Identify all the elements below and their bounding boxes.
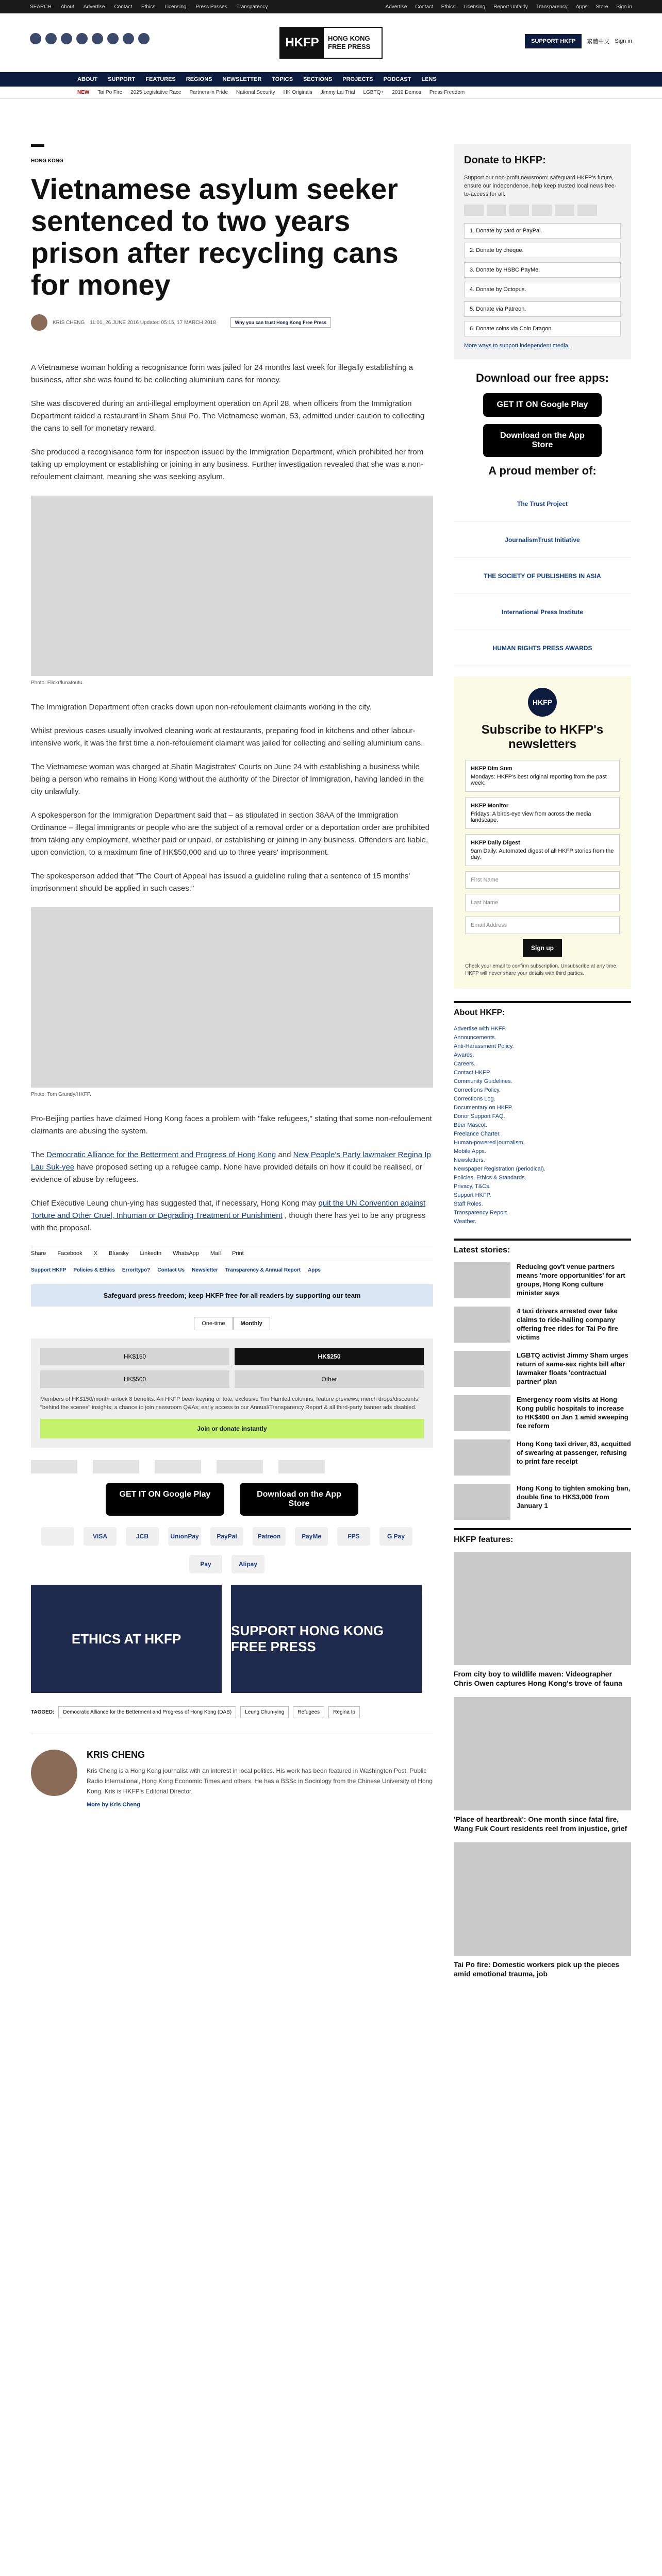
payment-label[interactable]: FPS: [337, 1527, 370, 1546]
topbar-r-advertise[interactable]: Advertise: [385, 4, 407, 10]
share-bar: [31, 1246, 433, 1261]
header-signin-link[interactable]: Sign in: [615, 38, 632, 44]
trending-item[interactable]: Partners in Pride: [189, 90, 228, 95]
signup-button[interactable]: Sign up: [523, 939, 562, 957]
donate-option[interactable]: 6. Donate coins via Coin Dragon.: [464, 321, 621, 336]
facebook-icon[interactable]: [30, 33, 41, 44]
amount-option[interactable]: Other: [235, 1370, 424, 1388]
dab-link[interactable]: Democratic Alliance for the Betterment and Progress of Hong Kong: [46, 1150, 276, 1159]
card-icon: [464, 205, 484, 216]
nav-features[interactable]: FEATURES: [145, 76, 176, 82]
card-icon: [509, 205, 529, 216]
topbar-contact[interactable]: Contact: [114, 4, 132, 10]
donate-option[interactable]: 2. Donate by cheque.: [464, 243, 621, 258]
trending-item[interactable]: 2019 Demos: [392, 90, 421, 95]
donate-option[interactable]: 1. Donate by card or PayPal.: [464, 223, 621, 239]
apps-title: Download our free apps:: [476, 371, 609, 384]
title-rule: [31, 144, 44, 147]
payment-label[interactable]: JCB: [126, 1527, 159, 1546]
story-thumb: [454, 1307, 510, 1343]
support-hkfp-button[interactable]: SUPPORT HKFP: [525, 34, 582, 48]
about-link[interactable]: Staff Roles.: [454, 1201, 483, 1207]
about-link[interactable]: Mobile Apps.: [454, 1148, 486, 1155]
share-bluesky[interactable]: Bluesky: [109, 1250, 129, 1257]
member-logo[interactable]: JournalismTrust Initiative: [454, 522, 631, 558]
donate-option[interactable]: 3. Donate by HSBC PayMe.: [464, 262, 621, 278]
paragraph: [31, 1149, 433, 1186]
text: The: [31, 1150, 44, 1159]
about-link[interactable]: Corrections Policy.: [454, 1087, 501, 1093]
member-logos-row: [31, 1460, 433, 1473]
article-kicker[interactable]: HONG KONG: [31, 158, 63, 164]
byline-dates: 11:01, 26 JUNE 2016 Updated 05:15, 17 MARCH 2018: [90, 319, 216, 326]
about-link[interactable]: Beer Mascot.: [454, 1122, 487, 1128]
nav-topics[interactable]: TOPICS: [272, 76, 293, 82]
newsletter-desc: Mondays: HKFP's best original reporting from the past week.: [471, 774, 607, 786]
about-link[interactable]: Policies, Ethics & Standards.: [454, 1175, 526, 1181]
trending-item[interactable]: Tai Po Fire: [97, 90, 123, 95]
about-link[interactable]: Transparency Report.: [454, 1210, 508, 1216]
video-row: [31, 1585, 433, 1693]
sidebar-app-store[interactable]: Download on the App Store: [483, 424, 602, 457]
author-info: [87, 1750, 433, 1808]
card-icon: [532, 205, 552, 216]
features-title: HKFP features:: [454, 1528, 631, 1545]
donate-widget: [454, 144, 631, 359]
about-link[interactable]: Contact HKFP.: [454, 1070, 491, 1076]
tab-monthly[interactable]: Monthly: [233, 1317, 270, 1330]
newsletter-desc: Fridays: A birds-eye view from across the media landscape.: [471, 811, 591, 823]
share-mail[interactable]: Mail: [210, 1250, 221, 1257]
policy-link[interactable]: Support HKFP: [31, 1267, 67, 1273]
text: Chief Executive Leung chun-ying has suggested that, if necessary, Hong Kong may: [31, 1199, 317, 1208]
tag[interactable]: Leung Chun-ying: [240, 1706, 289, 1718]
share-print[interactable]: Print: [232, 1250, 244, 1257]
jti-logo: [93, 1460, 139, 1473]
about-link[interactable]: Weather.: [454, 1218, 476, 1225]
story-item[interactable]: [454, 1351, 631, 1387]
feature-title[interactable]: 'Place of heartbreak': One month since fatal fire, Wang Fuk Court residents reel from injustice, grief: [454, 1815, 627, 1833]
trending-bar: [0, 87, 662, 99]
trending-item[interactable]: LGBTQ+: [363, 90, 384, 95]
story-item[interactable]: [454, 1307, 631, 1343]
un-convention-link[interactable]: quit the UN Convention against Torture and Other Cruel, Inhuman or Degrading Treatment or Punishment: [31, 1199, 426, 1220]
about-link[interactable]: Announcements.: [454, 1035, 496, 1041]
nav-newsletter[interactable]: NEWSLETTER: [222, 76, 262, 82]
app-store-badge[interactable]: Download on the App Store: [240, 1483, 358, 1516]
more-ways-link[interactable]: More ways to support independent media.: [464, 343, 570, 349]
story-title[interactable]: Emergency room visits at Hong Kong public hospitals to increase to HK$400 on Jan 1 amid sweeping fee reform: [517, 1396, 628, 1430]
topbar-r-contact[interactable]: Contact: [415, 4, 433, 10]
topbar-r-transparency[interactable]: Transparency: [536, 4, 568, 10]
member-title: A proud member of:: [488, 464, 597, 477]
topbar-r-licensing[interactable]: Licensing: [463, 4, 486, 10]
topbar-advertise[interactable]: Advertise: [83, 4, 105, 10]
sopa-logo: [155, 1460, 201, 1473]
newsletter-title: Subscribe to HKFP's newsletters: [481, 723, 604, 751]
paragraph: A Vietnamese woman holding a recognisance form was jailed for 24 months last week for illegally establishing a business, after she was found to be collecting aluminium cans for money.: [31, 363, 413, 384]
story-thumb: [454, 1439, 510, 1476]
newsletter-name: HKFP Monitor: [471, 803, 509, 809]
hrpa-logo: [278, 1460, 325, 1473]
trending-item[interactable]: Jimmy Lai Trial: [320, 90, 355, 95]
nav-regions[interactable]: REGIONS: [186, 76, 212, 82]
newsletter-fineprint: Check your email to confirm subscription. Unsubscribe at any time. HKFP will never share your details with third parties.: [465, 963, 618, 976]
article-body: [31, 362, 433, 1234]
paragraph: The Vietnamese woman was charged at Shatin Magistrates' Courts on June 24 with establishing a business while being a person who remains in Hong Kong without the authority of the Director of Immigration, having landed in the city unlawfully.: [31, 762, 424, 796]
feature-title[interactable]: Tai Po fire: Domestic workers pick up the pieces amid emotional trauma, job: [454, 1960, 620, 1978]
hkfp-logo[interactable]: [279, 27, 383, 59]
payment-card-icons: [464, 205, 621, 216]
about-link[interactable]: Privacy, T&Cs.: [454, 1183, 491, 1190]
nav-podcast[interactable]: PODCAST: [383, 76, 411, 82]
member-logo[interactable]: HUMAN RIGHTS PRESS AWARDS: [454, 630, 631, 666]
story-thumb: [454, 1484, 510, 1520]
topbar-r-signin[interactable]: Sign in: [616, 4, 632, 10]
newsletter-option[interactable]: [465, 760, 620, 792]
newsletter-name: HKFP Dim Sum: [471, 766, 512, 772]
top-utility-bar: [0, 0, 662, 13]
telegram-icon[interactable]: [92, 33, 103, 44]
story-thumb: [454, 1395, 510, 1431]
share-x[interactable]: X: [93, 1250, 98, 1257]
text: , though there has yet to be any progress with the proposal.: [31, 1211, 426, 1232]
nav-projects[interactable]: PROJECTS: [342, 76, 373, 82]
policy-links: [31, 1267, 433, 1273]
about-link[interactable]: Careers.: [454, 1061, 476, 1067]
header-actions: [525, 34, 632, 48]
regina-ip-link[interactable]: New People's Party lawmaker Regina Ip Lau Suk-yee: [31, 1150, 431, 1172]
amount-options: [40, 1348, 424, 1388]
first-name-input[interactable]: First Name: [465, 871, 620, 889]
photo-caption: Photo: Tom Grundy/HKFP.: [31, 1092, 91, 1097]
article-column: [31, 144, 433, 1808]
logo-text: [324, 28, 374, 58]
sidebar-google-play[interactable]: GET IT ON Google Play: [483, 393, 602, 417]
tag[interactable]: Regina Ip: [328, 1706, 360, 1718]
amount-option[interactable]: HK$500: [40, 1370, 229, 1388]
photo-caption: Photo: Flickr/lunatoutu.: [31, 680, 84, 686]
article-photo: [31, 907, 433, 1088]
more-by-author-link[interactable]: More by Kris Cheng: [87, 1802, 140, 1808]
frequency-tabs: [31, 1317, 433, 1330]
payment-label[interactable]: UnionPay: [168, 1527, 201, 1546]
main-nav: [0, 72, 662, 87]
byline-author[interactable]: KRIS CHENG: [53, 319, 85, 326]
language-link[interactable]: 繁體中文: [587, 39, 610, 45]
policy-link[interactable]: Newsletter: [192, 1267, 218, 1273]
email-input[interactable]: Email Address: [465, 917, 620, 934]
trust-link[interactable]: Why you can trust Hong Kong Free Press: [230, 317, 332, 328]
newsletter-widget: [454, 676, 631, 989]
donate-intro[interactable]: Support our non-profit newsroom: safeguard HKFP's future, ensure our independence, help keep trusted local news free-to-access for all.: [464, 175, 617, 197]
text: have proposed setting up a refugee camp. None have provided details on how it could be realised, or evidence of abuse by refugees.: [31, 1163, 422, 1184]
byline: [31, 314, 433, 331]
author-bio: Kris Cheng is a Hong Kong journalist with an interest in local politics. His work has been featured in Washington Post, Public Radio International, Hong Kong Economic Times and others. He has a BSSc in Sociology from the Chinese University of Hong Kong. Kris is HKFP's Editorial Director.: [87, 1767, 433, 1795]
email-icon[interactable]: [123, 33, 134, 44]
article-title: Vietnamese asylum seeker sentenced to two years prison after recycling cans for money: [31, 173, 399, 301]
paragraph: Whilst previous cases usually involved cleaning work at restaurants, preparing food in kitchens and other labour-intensive work, it was the first time a non-refoulement claimant was jailed for collecting and selling aluminium cans.: [31, 726, 423, 748]
payment-label[interactable]: PayMe: [295, 1527, 328, 1546]
feature-image[interactable]: [454, 1697, 631, 1810]
about-link[interactable]: Newsletters.: [454, 1157, 485, 1163]
logo-mark: HKFP: [280, 28, 324, 58]
share-facebook[interactable]: Facebook: [57, 1250, 82, 1257]
about-link[interactable]: Newspaper Registration (periodical).: [454, 1166, 545, 1172]
hkfp-badge: HKFP: [528, 688, 557, 717]
donate-option[interactable]: 4. Donate by Octopus.: [464, 282, 621, 297]
paragraph: She was discovered during an anti-illegal employment operation on April 28, when officers from the Immigration Department raided a restaurant in Sham Shui Po. The Vietnamese woman, 53, admitted under caution to collecting the cans to sell for monetary reward.: [31, 399, 425, 433]
about-link[interactable]: Community Guidelines.: [454, 1078, 512, 1084]
paragraph: [31, 1197, 433, 1234]
newsletter-option[interactable]: [465, 797, 620, 829]
policy-link[interactable]: Policies & Ethics: [73, 1267, 115, 1273]
author-box: [31, 1750, 433, 1808]
latest-title: Latest stories:: [454, 1239, 631, 1255]
amount-option-selected[interactable]: HK$250: [235, 1348, 424, 1365]
google-play-badge[interactable]: GET IT ON Google Play: [106, 1483, 224, 1516]
feature-image[interactable]: [454, 1842, 631, 1956]
paragraph: The spokesperson added that "The Court of Appeal has issued a guideline ruling that a sentence of 15 months' imprisonment should be applied in such cases.": [31, 872, 410, 893]
x-icon[interactable]: [45, 33, 57, 44]
card-icon: [487, 205, 506, 216]
policy-link[interactable]: Apps: [308, 1267, 321, 1273]
member-logo[interactable]: The Trust Project: [454, 486, 631, 522]
share-linkedin[interactable]: LinkedIn: [140, 1250, 162, 1257]
story-title[interactable]: LGBTQ activist Jimmy Sham urges return of same-sex rights bill after lawmaker floats 'contractual partner' plan: [517, 1351, 628, 1385]
masthead: [0, 13, 662, 72]
story-item[interactable]: [454, 1395, 631, 1431]
story-thumb: [454, 1262, 510, 1298]
donate-option[interactable]: 5. Donate via Patreon.: [464, 301, 621, 317]
story-item[interactable]: [454, 1484, 631, 1520]
payment-label[interactable]: G Pay: [379, 1527, 412, 1546]
support-banner[interactable]: Safeguard press freedom; keep HKFP free for all readers by supporting our team: [31, 1284, 433, 1307]
story-item[interactable]: [454, 1262, 631, 1298]
donation-box: [31, 1338, 433, 1448]
ethics-video[interactable]: ETHICS AT HKFP: [31, 1585, 222, 1693]
last-name-input[interactable]: Last Name: [465, 894, 620, 911]
policy-link[interactable]: Error/typo?: [122, 1267, 151, 1273]
story-title[interactable]: Hong Kong taxi driver, 83, acquitted of swearing at passenger, refusing to print fare receipt: [517, 1440, 631, 1465]
about-link[interactable]: Documentary on HKFP.: [454, 1105, 513, 1111]
tags-row: [31, 1706, 433, 1734]
about-link[interactable]: Anti-Harassment Policy.: [454, 1043, 514, 1049]
member-logo[interactable]: THE SOCIETY OF PUBLISHERS IN ASIA: [454, 558, 631, 594]
social-icons: [30, 33, 150, 44]
policy-link[interactable]: Transparency & Annual Report: [225, 1267, 301, 1273]
card-icon: [577, 205, 597, 216]
newsletter-option[interactable]: [465, 834, 620, 866]
benefits-note: Members of HK$150/month unlock 8 benefits: An HKFP beer/ keyring or tote; exclusive Tim Hamlett columns; feature previews; merch drops/discounts; "behind the scenes" insights; a chance to join newsroom Q&As; early access to our Annual/Transparency Report & all third-party banner ads disabled.: [40, 1396, 420, 1411]
author-photo: [31, 1750, 77, 1796]
nav-about[interactable]: ABOUT: [77, 76, 98, 82]
nav-lens[interactable]: LENS: [421, 76, 437, 82]
paragraph: Pro-Beijing parties have claimed Hong Kong faces a problem with "fake refugees," stating that some non-refoulement claimants are abusing the system.: [31, 1114, 432, 1136]
nav-sections[interactable]: SECTIONS: [303, 76, 333, 82]
topbar-licensing[interactable]: Licensing: [164, 4, 187, 10]
card-icon: [555, 205, 574, 216]
topbar-ethics[interactable]: Ethics: [141, 4, 156, 10]
member-logo[interactable]: International Press Institute: [454, 594, 631, 630]
mastercard-icon[interactable]: [41, 1527, 74, 1546]
story-title[interactable]: Hong Kong to tighten smoking ban, double fine to HK$3,000 from January 1: [517, 1484, 631, 1510]
trending-label: NEW: [77, 90, 90, 95]
logo-line2: FREE PRESS: [328, 43, 371, 50]
story-title[interactable]: Reducing gov't venue partners means 'more opportunities' for art groups, Hong Kong culture minister says: [517, 1263, 625, 1297]
instagram-icon[interactable]: [61, 33, 72, 44]
text: and: [278, 1150, 291, 1159]
share-label: Share: [31, 1250, 46, 1257]
about-link[interactable]: Freelance Charter.: [454, 1131, 501, 1137]
payment-label[interactable]: Alipay: [231, 1555, 264, 1573]
topbar-r-store[interactable]: Store: [595, 4, 608, 10]
newsletter-name: HKFP Daily Digest: [471, 840, 520, 846]
support-video[interactable]: SUPPORT HONG KONG FREE PRESS: [231, 1585, 422, 1693]
trending-item[interactable]: HK Originals: [283, 90, 312, 95]
sidebar: [454, 144, 631, 1988]
author-name[interactable]: KRIS CHENG: [87, 1750, 145, 1760]
story-item[interactable]: [454, 1439, 631, 1476]
share-whatsapp[interactable]: WhatsApp: [173, 1250, 199, 1257]
feature-title[interactable]: From city boy to wildlife maven: Videographer Chris Owen captures Hong Kong's trove of fauna: [454, 1670, 622, 1687]
story-thumb: [454, 1351, 510, 1387]
logo-line1: HONG KONG: [328, 35, 370, 42]
trending-item[interactable]: Press Freedom: [429, 90, 465, 95]
payment-label[interactable]: VISA: [84, 1527, 117, 1546]
topbar-r-report[interactable]: Report Unfairly: [493, 4, 528, 10]
paragraph: She produced a recognisance form for inspection issued by the Immigration Department, which prohibited her from taking up employment or establishing or joining in any business. Further investigation revealed that she was a non-refoulement claimant, meaning she was seeking asylum.: [31, 448, 424, 481]
policy-link[interactable]: Contact Us: [157, 1267, 185, 1273]
topbar-transparency[interactable]: Transparency: [236, 4, 268, 10]
topbar-about[interactable]: About: [60, 4, 74, 10]
about-link[interactable]: Corrections Log.: [454, 1096, 495, 1102]
about-link[interactable]: Human-powered journalism.: [454, 1140, 525, 1146]
youtube-icon[interactable]: [107, 33, 119, 44]
amount-option[interactable]: HK$150: [40, 1348, 229, 1365]
article-photo: [31, 496, 433, 676]
about-link[interactable]: Awards.: [454, 1052, 474, 1058]
trending-item[interactable]: National Security: [236, 90, 275, 95]
features-list: [454, 1552, 631, 1978]
payment-label[interactable]: PayPal: [210, 1527, 243, 1546]
about-link[interactable]: Support HKFP.: [454, 1192, 491, 1198]
about-title: About HKFP:: [454, 1001, 631, 1018]
ipi-logo: [217, 1460, 263, 1473]
paragraph: A spokesperson for the Immigration Department said that – as stipulated in section 38AA of the Immigration Ordinance – illegal immigrants or people who are the subject of a removal order or a deportation order are prohibited from taking any employment, whether paid or unpaid, or establishing or joining in any business. Offenders are liable, upon conviction, to a maximum fine of HK$50,000 and up to three years' imprisonment.: [31, 811, 429, 857]
threads-icon[interactable]: [76, 33, 88, 44]
author-avatar: [31, 314, 47, 331]
newsletter-desc: 9am Daily: Automated digest of all HKFP stories from the day.: [471, 848, 614, 860]
payment-label[interactable]: Pay: [189, 1555, 222, 1573]
payment-label[interactable]: Patreon: [253, 1527, 286, 1546]
topbar-search[interactable]: SEARCH: [30, 4, 52, 10]
about-link[interactable]: Donor Support FAQ.: [454, 1113, 505, 1120]
tag[interactable]: Democratic Alliance for the Betterment and Progress of Hong Kong (DAB): [58, 1706, 236, 1718]
donate-title: Donate to HKFP:: [464, 155, 546, 166]
about-links: [454, 1025, 631, 1226]
tag[interactable]: Refugees: [293, 1706, 324, 1718]
nav-support[interactable]: SUPPORT: [108, 76, 136, 82]
join-donate-button[interactable]: Join or donate instantly: [40, 1419, 424, 1438]
paragraph: The Immigration Department often cracks down upon non-refoulement claimants working in the city.: [31, 703, 372, 711]
feature-image[interactable]: [454, 1552, 631, 1665]
app-store-badges: [31, 1483, 433, 1516]
trending-item[interactable]: 2025 Legislative Race: [130, 90, 181, 95]
topbar-r-apps[interactable]: Apps: [575, 4, 588, 10]
about-link[interactable]: Advertise with HKFP.: [454, 1026, 507, 1032]
payment-methods: [31, 1527, 423, 1573]
story-title[interactable]: 4 taxi drivers arrested over fake claims to ride-hailing company offering free rides for Tai Po fire victims: [517, 1307, 618, 1341]
topbar-r-ethics[interactable]: Ethics: [441, 4, 455, 10]
latest-stories: [454, 1262, 631, 1520]
tab-one-time[interactable]: One-time: [194, 1317, 233, 1330]
tags-label: TAGGED:: [31, 1709, 55, 1715]
rss-icon[interactable]: [138, 33, 150, 44]
topbar-press-passes[interactable]: Press Passes: [195, 4, 227, 10]
trust-project-logo: [31, 1460, 77, 1473]
